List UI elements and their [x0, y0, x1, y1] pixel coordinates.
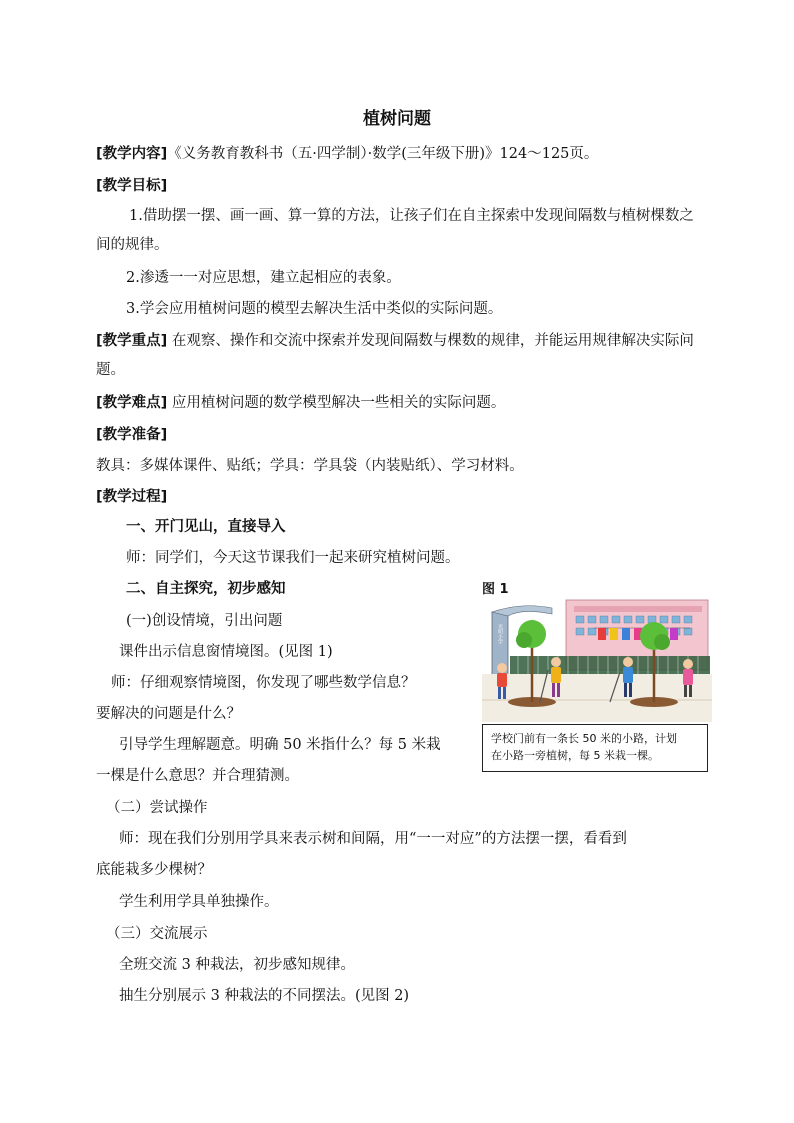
section-2-title: 二、自主探究，初步感知: [126, 581, 286, 597]
section-2-para-2b: 要解决的问题是什么？: [96, 706, 241, 722]
preparation-text: 教具：多媒体课件、贴纸；学具：学具袋（内装贴纸）、学习材料。: [96, 458, 524, 474]
key-point: [96, 327, 702, 385]
difficulty: [96, 393, 505, 413]
process-label: [教学过程]: [96, 489, 168, 505]
section-2-sub-1: (一)创设情境，引出问题: [126, 613, 283, 629]
key-point-label: [教学重点]: [96, 333, 168, 349]
figure-1-illustration: [482, 598, 712, 722]
goal-item-3: 3.学会应用植树问题的模型去解决生活中类似的实际问题。: [126, 301, 503, 317]
caption-line-1: 学校门前有一条长 50 米的小路，计划: [491, 732, 677, 745]
section-2-sub-3: （三）交流展示: [106, 926, 208, 942]
fence: [510, 656, 710, 674]
content-label: [教学内容]: [96, 146, 168, 162]
section-2-para-3a: 引导学生理解题意。明确 50 米指什么？每 5 米栽: [119, 737, 441, 753]
preparation-label: [教学准备]: [96, 427, 168, 443]
goal-item-2: 2.渗透一一对应思想，建立起相应的表象。: [126, 270, 401, 286]
section-2-para-2a: 师：仔细观察情境图，你发现了哪些数学信息？: [111, 675, 416, 691]
key-point-text: 在观察、操作和交流中探索并发现间隔数与棵数的规律，并能运用规律解决实际问题。: [96, 333, 694, 378]
gate-sign: 光明小学: [497, 624, 503, 644]
section-2-para-3b: 一棵是什么意思？并合理猜测。: [96, 768, 299, 784]
path-ground: [482, 674, 712, 722]
section-2-para-4b: 底能栽多少棵树？: [96, 862, 212, 878]
figure-1-label: 图 1: [482, 582, 509, 597]
section-2-para-6: 全班交流 3 种栽法，初步感知规律。: [119, 957, 355, 973]
section-1-title: 一、开门见山，直接导入: [126, 519, 286, 535]
difficulty-label: [教学难点]: [96, 395, 168, 411]
figure-1: [482, 578, 712, 776]
section-2-sub-2: （二）尝试操作: [106, 800, 208, 816]
goal-item-1: 1.借助摆一摆、画一画、算一算的方法，让孩子们在自主探索中发现间隔数与植树棵数之间的规律。: [96, 208, 694, 253]
section-2-para-4a: 师：现在我们分别用学具来表示树和间隔，用“一一对应”的方法摆一摆，看看到: [119, 831, 627, 847]
goals-label: [教学目标]: [96, 178, 168, 194]
section-1-text: 师：同学们，今天这节课我们一起来研究植树问题。: [126, 550, 460, 566]
section-2-para-5: 学生利用学具单独操作。: [119, 894, 279, 910]
content-line: [96, 144, 598, 164]
difficulty-text: 应用植树问题的数学模型解决一些相关的实际问题。: [171, 395, 506, 411]
page-title: 植树问题: [363, 109, 431, 129]
content-text: 《义务教育教科书（五·四学制）·数学(三年级下册)》124～125页。: [167, 146, 599, 162]
section-2-para-1: 课件出示信息窗情境图。(见图 1): [119, 644, 333, 660]
section-2-para-7: 抽生分别展示 3 种栽法的不同摆法。(见图 2): [119, 988, 410, 1004]
caption-line-2: 在小路一旁植树，每 5 米栽一棵。: [491, 749, 659, 762]
figure-1-caption: [482, 724, 708, 772]
